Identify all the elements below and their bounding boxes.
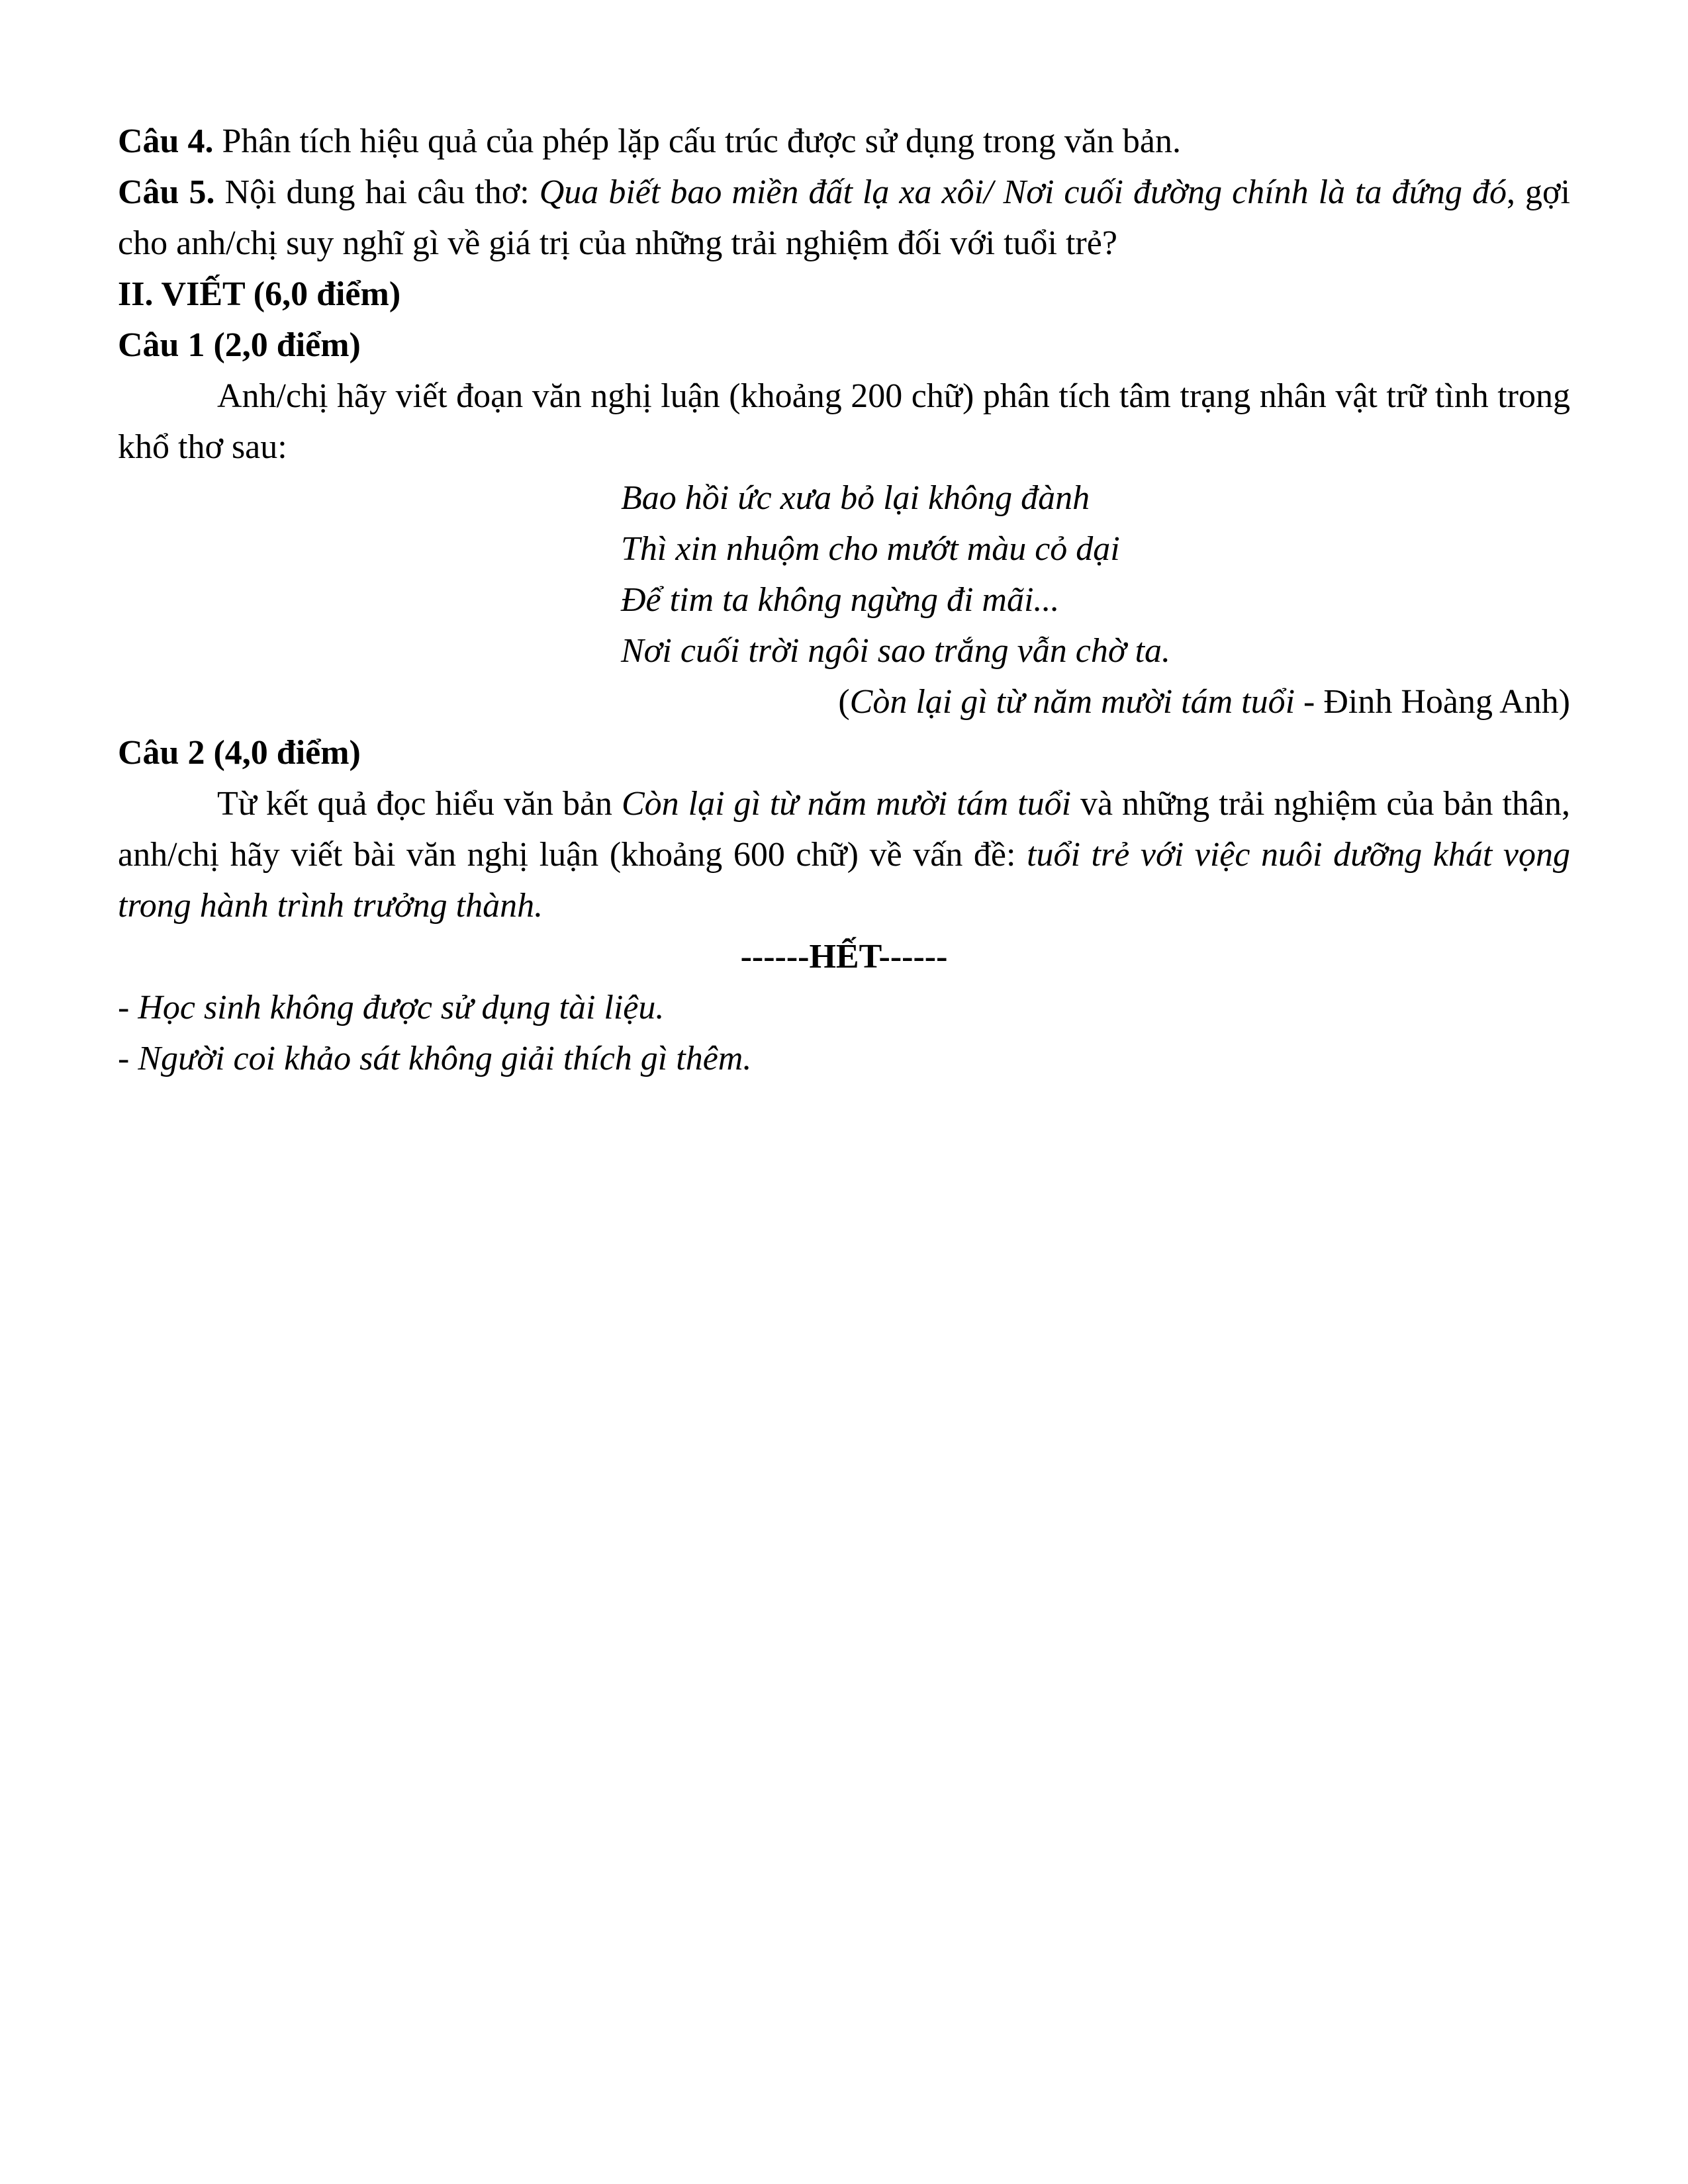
question-5-quote: Qua biết bao miền đất lạ xa xôi/ Nơi cuối đường chính là ta đứng đó xyxy=(539,173,1507,211)
poem-source xyxy=(118,676,1570,727)
writing-question-2-text-mid: và những trải nghiệm của bản thân, anh/chị hãy viết bài văn nghị luận (khoảng 600 chữ) về vấn đề: xyxy=(118,785,1571,874)
poem-line: Nơi cuối trời ngôi sao trắng vẫn chờ ta. xyxy=(621,632,1171,670)
question-4 xyxy=(118,116,1570,167)
question-5-text-after: , gợi cho anh/chị suy nghĩ gì về giá trị của những trải nghiệm đối với tuổi trẻ? xyxy=(118,173,1570,262)
writing-question-2-text-before: Từ kết quả đọc hiểu văn bản xyxy=(217,785,622,823)
poem-line: Thì xin nhuộm cho mướt màu cỏ dại xyxy=(621,530,1120,568)
question-5-label: Câu 5. xyxy=(118,173,215,211)
writing-question-2-prompt xyxy=(118,778,1570,931)
writing-question-2-topic: tuổi trẻ với việc nuôi dưỡng khát vọng trong hành trình trưởng thành. xyxy=(118,836,1571,925)
writing-question-1-prompt: Anh/chị hãy viết đoạn văn nghị luận (khoảng 200 chữ) phân tích tâm trạng nhân vật trữ tình trong khổ thơ sau: xyxy=(118,377,1570,466)
poem-line: Để tim ta không ngừng đi mãi... xyxy=(621,581,1060,619)
page-content xyxy=(118,116,1570,1084)
question-5-text-before: Nội dung hai câu thơ: xyxy=(214,173,539,211)
question-4-text: Phân tích hiệu quả của phép lặp cấu trúc được sử dụng trong văn bản. xyxy=(213,122,1181,160)
poem-source-title: Còn lại gì từ năm mười tám tuổi xyxy=(849,683,1295,721)
writing-question-1-title: Câu 1 (2,0 điểm) xyxy=(118,326,361,364)
poem-excerpt xyxy=(621,473,1570,676)
question-4-label: Câu 4. xyxy=(118,122,214,160)
poem-line: Bao hồi ức xưa bỏ lại không đành xyxy=(621,479,1090,517)
writing-question-2-title: Câu 2 (4,0 điểm) xyxy=(118,734,361,772)
section-writing-title: II. VIẾT (6,0 điểm) xyxy=(118,275,401,313)
poem-source-open: ( xyxy=(838,683,850,721)
note-item: - Người coi khảo sát không giải thích gì thêm. xyxy=(118,1040,752,1077)
poem-source-author: - Đinh Hoàng Anh) xyxy=(1295,683,1570,721)
question-5 xyxy=(118,167,1570,269)
writing-question-2-work: Còn lại gì từ năm mười tám tuổi xyxy=(621,785,1072,823)
note-item: - Học sinh không được sử dụng tài liệu. xyxy=(118,989,665,1026)
end-mark: ------HẾT------ xyxy=(740,938,948,976)
